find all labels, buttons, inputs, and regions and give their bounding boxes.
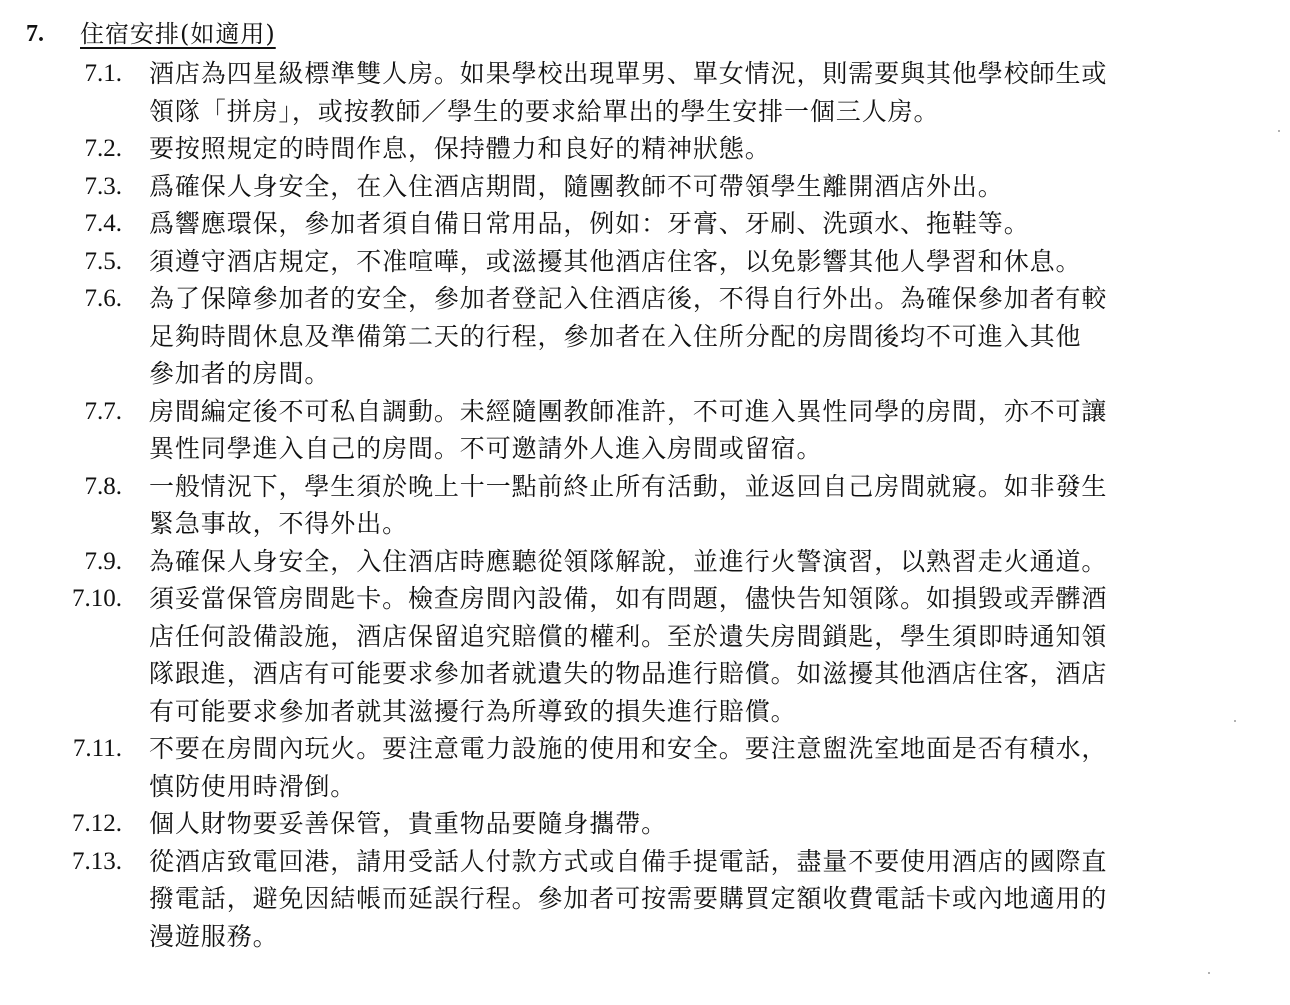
scan-speck xyxy=(1234,720,1236,722)
rule-number: 7.2. xyxy=(84,135,122,162)
rule-text-line: 爲響應環保，參加者須自備日常用品，例如：牙膏、牙刷、洗頭水、拖鞋等。 xyxy=(149,209,1030,238)
rule-text-line: 為了保障參加者的安全，參加者登記入住酒店後，不得自行外出。為確保參加者有較 xyxy=(149,284,1108,313)
rule-number: 7.3. xyxy=(84,172,122,200)
rule-text xyxy=(149,205,1224,243)
scan-speck xyxy=(1208,972,1210,974)
rule-item-7-9 xyxy=(0,543,1290,581)
rule-text-line: 不要在房間內玩火。要注意電力設施的使用和安全。要注意盥洗室地面是否有積水， xyxy=(149,734,1108,763)
section-number: 7. xyxy=(26,21,44,47)
rule-number: 7.7. xyxy=(84,397,122,425)
rule-number: 7.11. xyxy=(72,735,122,762)
rule-text-line: 店任何設備設施，酒店保留追究賠償的權利。至於遺失房間鎖匙，學生須即時通知領 xyxy=(149,621,1108,651)
rule-number: 7.1. xyxy=(84,60,122,87)
rule-text-line: 參加者的房間。 xyxy=(149,359,331,388)
rule-text xyxy=(149,805,1224,843)
rule-text-line: 從酒店致電回港，請用受話人付款方式或自備手提電話，盡量不要使用酒店的國際直 xyxy=(149,846,1108,876)
rule-item-7-3 xyxy=(0,168,1290,206)
rule-text-line: 領隊「拼房」，或按教師／學生的要求給單出的學生安排一個三人房。 xyxy=(149,96,940,126)
rule-text-line: 慎防使用時滑倒。 xyxy=(149,771,357,801)
rule-text-line: 須遵守酒店規定，不准喧嘩，或滋擾其他酒店住客，以免影響其他人學習和休息。 xyxy=(149,246,1082,276)
rule-text-line: 酒店為四星級標準雙人房。如果學校出現單男、單女情況，則需要與其他學校師生或 xyxy=(149,59,1108,88)
rule-item-7-4 xyxy=(0,205,1290,243)
rule-text-line: 隊跟進，酒店有可能要求參加者就遺失的物品進行賠償。如滋擾其他酒店住客，酒店 xyxy=(149,659,1108,688)
rule-number: 7.9. xyxy=(84,547,122,575)
rule-text xyxy=(149,168,1224,206)
rule-item-7-10 xyxy=(0,580,1290,730)
section-title: 住宿安排(如適用) xyxy=(80,20,276,48)
rule-number: 7.12. xyxy=(72,810,122,837)
rule-list xyxy=(0,55,1290,955)
rule-text-line: 爲確保人身安全，在入住酒店期間，隨團教師不可帶領學生離開酒店外出。 xyxy=(149,171,1004,201)
rule-text-line: 個人財物要妥善保管，貴重物品要隨身攜帶。 xyxy=(149,809,668,838)
rule-text-line: 緊急事故，不得外出。 xyxy=(149,509,409,538)
rule-text-line: 須妥當保管房間匙卡。檢查房間內設備，如有問題，儘快告知領隊。如損毀或弄髒酒 xyxy=(149,584,1108,613)
rule-number: 7.4. xyxy=(84,210,122,237)
rule-text xyxy=(149,843,1224,956)
rule-number: 7.5. xyxy=(84,247,122,275)
rule-text-line: 異性同學進入自己的房間。不可邀請外人進入房間或留宿。 xyxy=(149,434,823,463)
rule-text-line: 撥電話，避免因結帳而延誤行程。參加者可按需要購買定額收費電話卡或內地適用的 xyxy=(149,884,1108,913)
rule-text xyxy=(149,130,1224,168)
rule-item-7-7 xyxy=(0,393,1290,468)
rule-text xyxy=(149,730,1224,805)
rule-item-7-8 xyxy=(0,468,1290,543)
rule-text-line: 一般情況下，學生須於晚上十一點前終止所有活動，並返回自己房間就寢。如非發生 xyxy=(149,471,1108,501)
rule-text xyxy=(149,280,1224,393)
rule-item-7-13 xyxy=(0,843,1290,956)
rule-item-7-6 xyxy=(0,280,1290,393)
rule-text-line: 為確保人身安全，入住酒店時應聽從領隊解說，並進行火警演習，以熟習走火通道。 xyxy=(149,546,1108,576)
rule-item-7-5 xyxy=(0,243,1290,281)
rule-text xyxy=(149,243,1224,281)
rule-text xyxy=(149,543,1224,581)
section-heading xyxy=(26,14,276,54)
rule-text-line: 要按照規定的時間作息，保持體力和良好的精神狀態。 xyxy=(149,134,771,163)
rule-text-line: 足夠時間休息及準備第二天的行程，參加者在入住所分配的房間後均不可進入其他 xyxy=(149,321,1082,351)
rule-text-line: 房間編定後不可私自調動。未經隨團教師准許，不可進入異性同學的房間，亦不可讓 xyxy=(149,396,1108,426)
rule-text xyxy=(149,393,1224,468)
rule-item-7-1 xyxy=(0,55,1290,130)
rule-item-7-12 xyxy=(0,805,1290,843)
rule-number: 7.10. xyxy=(72,585,122,612)
rule-number: 7.8. xyxy=(84,472,122,500)
rule-text xyxy=(149,580,1224,730)
rule-item-7-2 xyxy=(0,130,1290,168)
rule-item-7-11 xyxy=(0,730,1290,805)
rule-text xyxy=(149,55,1224,130)
rule-text xyxy=(149,468,1224,543)
rule-number: 7.13. xyxy=(72,847,122,875)
rule-number: 7.6. xyxy=(84,285,122,312)
rule-text-line: 漫遊服務。 xyxy=(149,921,279,951)
scan-speck xyxy=(1278,130,1280,132)
rule-text-line: 有可能要求參加者就其滋擾行為所導致的損失進行賠償。 xyxy=(149,696,797,726)
